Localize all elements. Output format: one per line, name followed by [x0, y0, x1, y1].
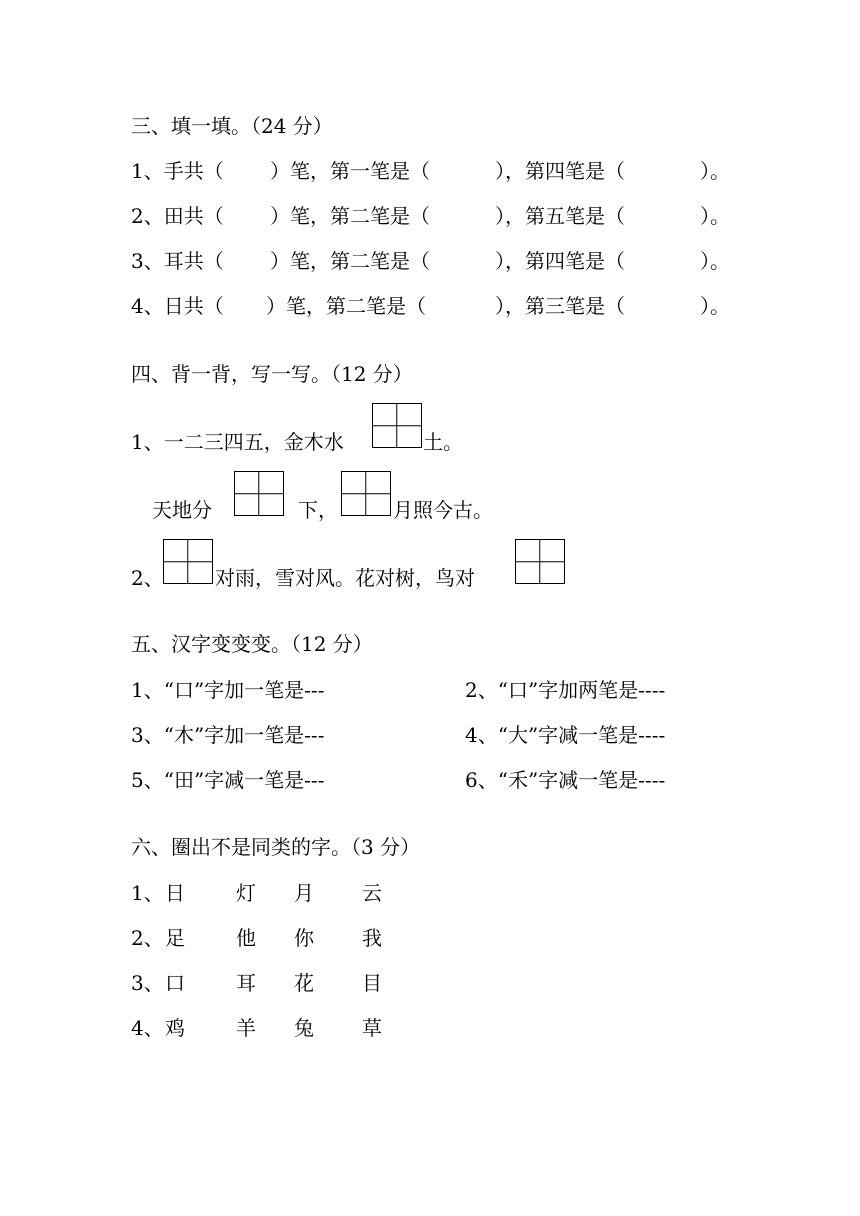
char-option[interactable]: 耳 [236, 971, 256, 995]
writing-grid-box[interactable] [234, 471, 284, 516]
change-item: 1、“口”字加一笔是--- [131, 678, 325, 702]
fill-line-text: ），第四笔是（ [495, 249, 625, 273]
fill-line-text: ）。 [700, 159, 730, 183]
char-option[interactable]: 月 [294, 881, 314, 905]
fill-line-text: 2、田共（ [131, 204, 224, 228]
writing-grid-box[interactable] [341, 471, 391, 516]
change-item: 6、“禾”字减一笔是---- [465, 768, 666, 792]
fill-line-text: ）笔，第二笔是（ [270, 249, 430, 273]
char-option[interactable]: 我 [362, 926, 382, 950]
char-option[interactable]: 灯 [236, 881, 256, 905]
change-item: 4、“大”字减一笔是---- [465, 723, 666, 747]
section6-title: 六、圈出不是同类的字。（3 分） [131, 835, 421, 859]
section5-title: 五、汉字变变变。（12 分） [131, 632, 373, 656]
fill-line-text: ）。 [700, 249, 730, 273]
section4-title: 四、背一背，写一写。（12 分） [131, 362, 413, 386]
change-item: 5、“田”字减一笔是--- [131, 768, 325, 792]
recite-line-3-before: 2、 [131, 566, 164, 590]
char-option[interactable]: 日 [165, 881, 185, 905]
recite-line-2-after: 月照今古。 [393, 498, 493, 522]
section3-title: 三、填一填。（24 分） [131, 114, 333, 138]
writing-grid-box[interactable] [372, 403, 422, 448]
fill-line-text: ），第三笔是（ [495, 294, 625, 318]
writing-grid-box[interactable] [163, 539, 213, 584]
recite-line-1-before: 1、一二三四五，金木水 [131, 430, 344, 454]
writing-grid-box[interactable] [515, 539, 565, 584]
fill-line-text: 1、手共（ [131, 159, 224, 183]
recite-line-3-middle: 对雨，雪对风。花对树，鸟对 [215, 566, 475, 590]
char-option[interactable]: 花 [294, 971, 314, 995]
fill-line-text: ）笔，第二笔是（ [270, 204, 430, 228]
char-option[interactable]: 羊 [236, 1016, 256, 1040]
fill-line-text: ）笔，第一笔是（ [270, 159, 430, 183]
fill-line-text: ）。 [700, 294, 730, 318]
change-item: 2、“口”字加两笔是---- [465, 678, 666, 702]
row-number: 1、 [131, 881, 164, 905]
char-option[interactable]: 目 [362, 971, 382, 995]
fill-line-text: 3、耳共（ [131, 249, 224, 273]
char-option[interactable]: 口 [165, 971, 185, 995]
char-option[interactable]: 他 [236, 926, 256, 950]
fill-line-text: 4、日共（ [131, 294, 224, 318]
char-option[interactable]: 鸡 [165, 1016, 185, 1040]
char-option[interactable]: 兔 [294, 1016, 314, 1040]
recite-line-2-middle: 下， [298, 498, 338, 522]
fill-line-text: ），第四笔是（ [495, 159, 625, 183]
char-option[interactable]: 草 [362, 1016, 382, 1040]
recite-line-2-before: 天地分 [152, 498, 212, 522]
char-option[interactable]: 你 [294, 926, 314, 950]
char-option[interactable]: 足 [165, 926, 185, 950]
row-number: 4、 [131, 1016, 164, 1040]
fill-line-text: ）笔，第二笔是（ [266, 294, 426, 318]
fill-line-text: ），第五笔是（ [495, 204, 625, 228]
fill-line-text: ）。 [700, 204, 730, 228]
recite-line-1-after: 土。 [423, 430, 463, 454]
char-option[interactable]: 云 [362, 881, 382, 905]
change-item: 3、“木”字加一笔是--- [131, 723, 325, 747]
row-number: 3、 [131, 971, 164, 995]
row-number: 2、 [131, 926, 164, 950]
